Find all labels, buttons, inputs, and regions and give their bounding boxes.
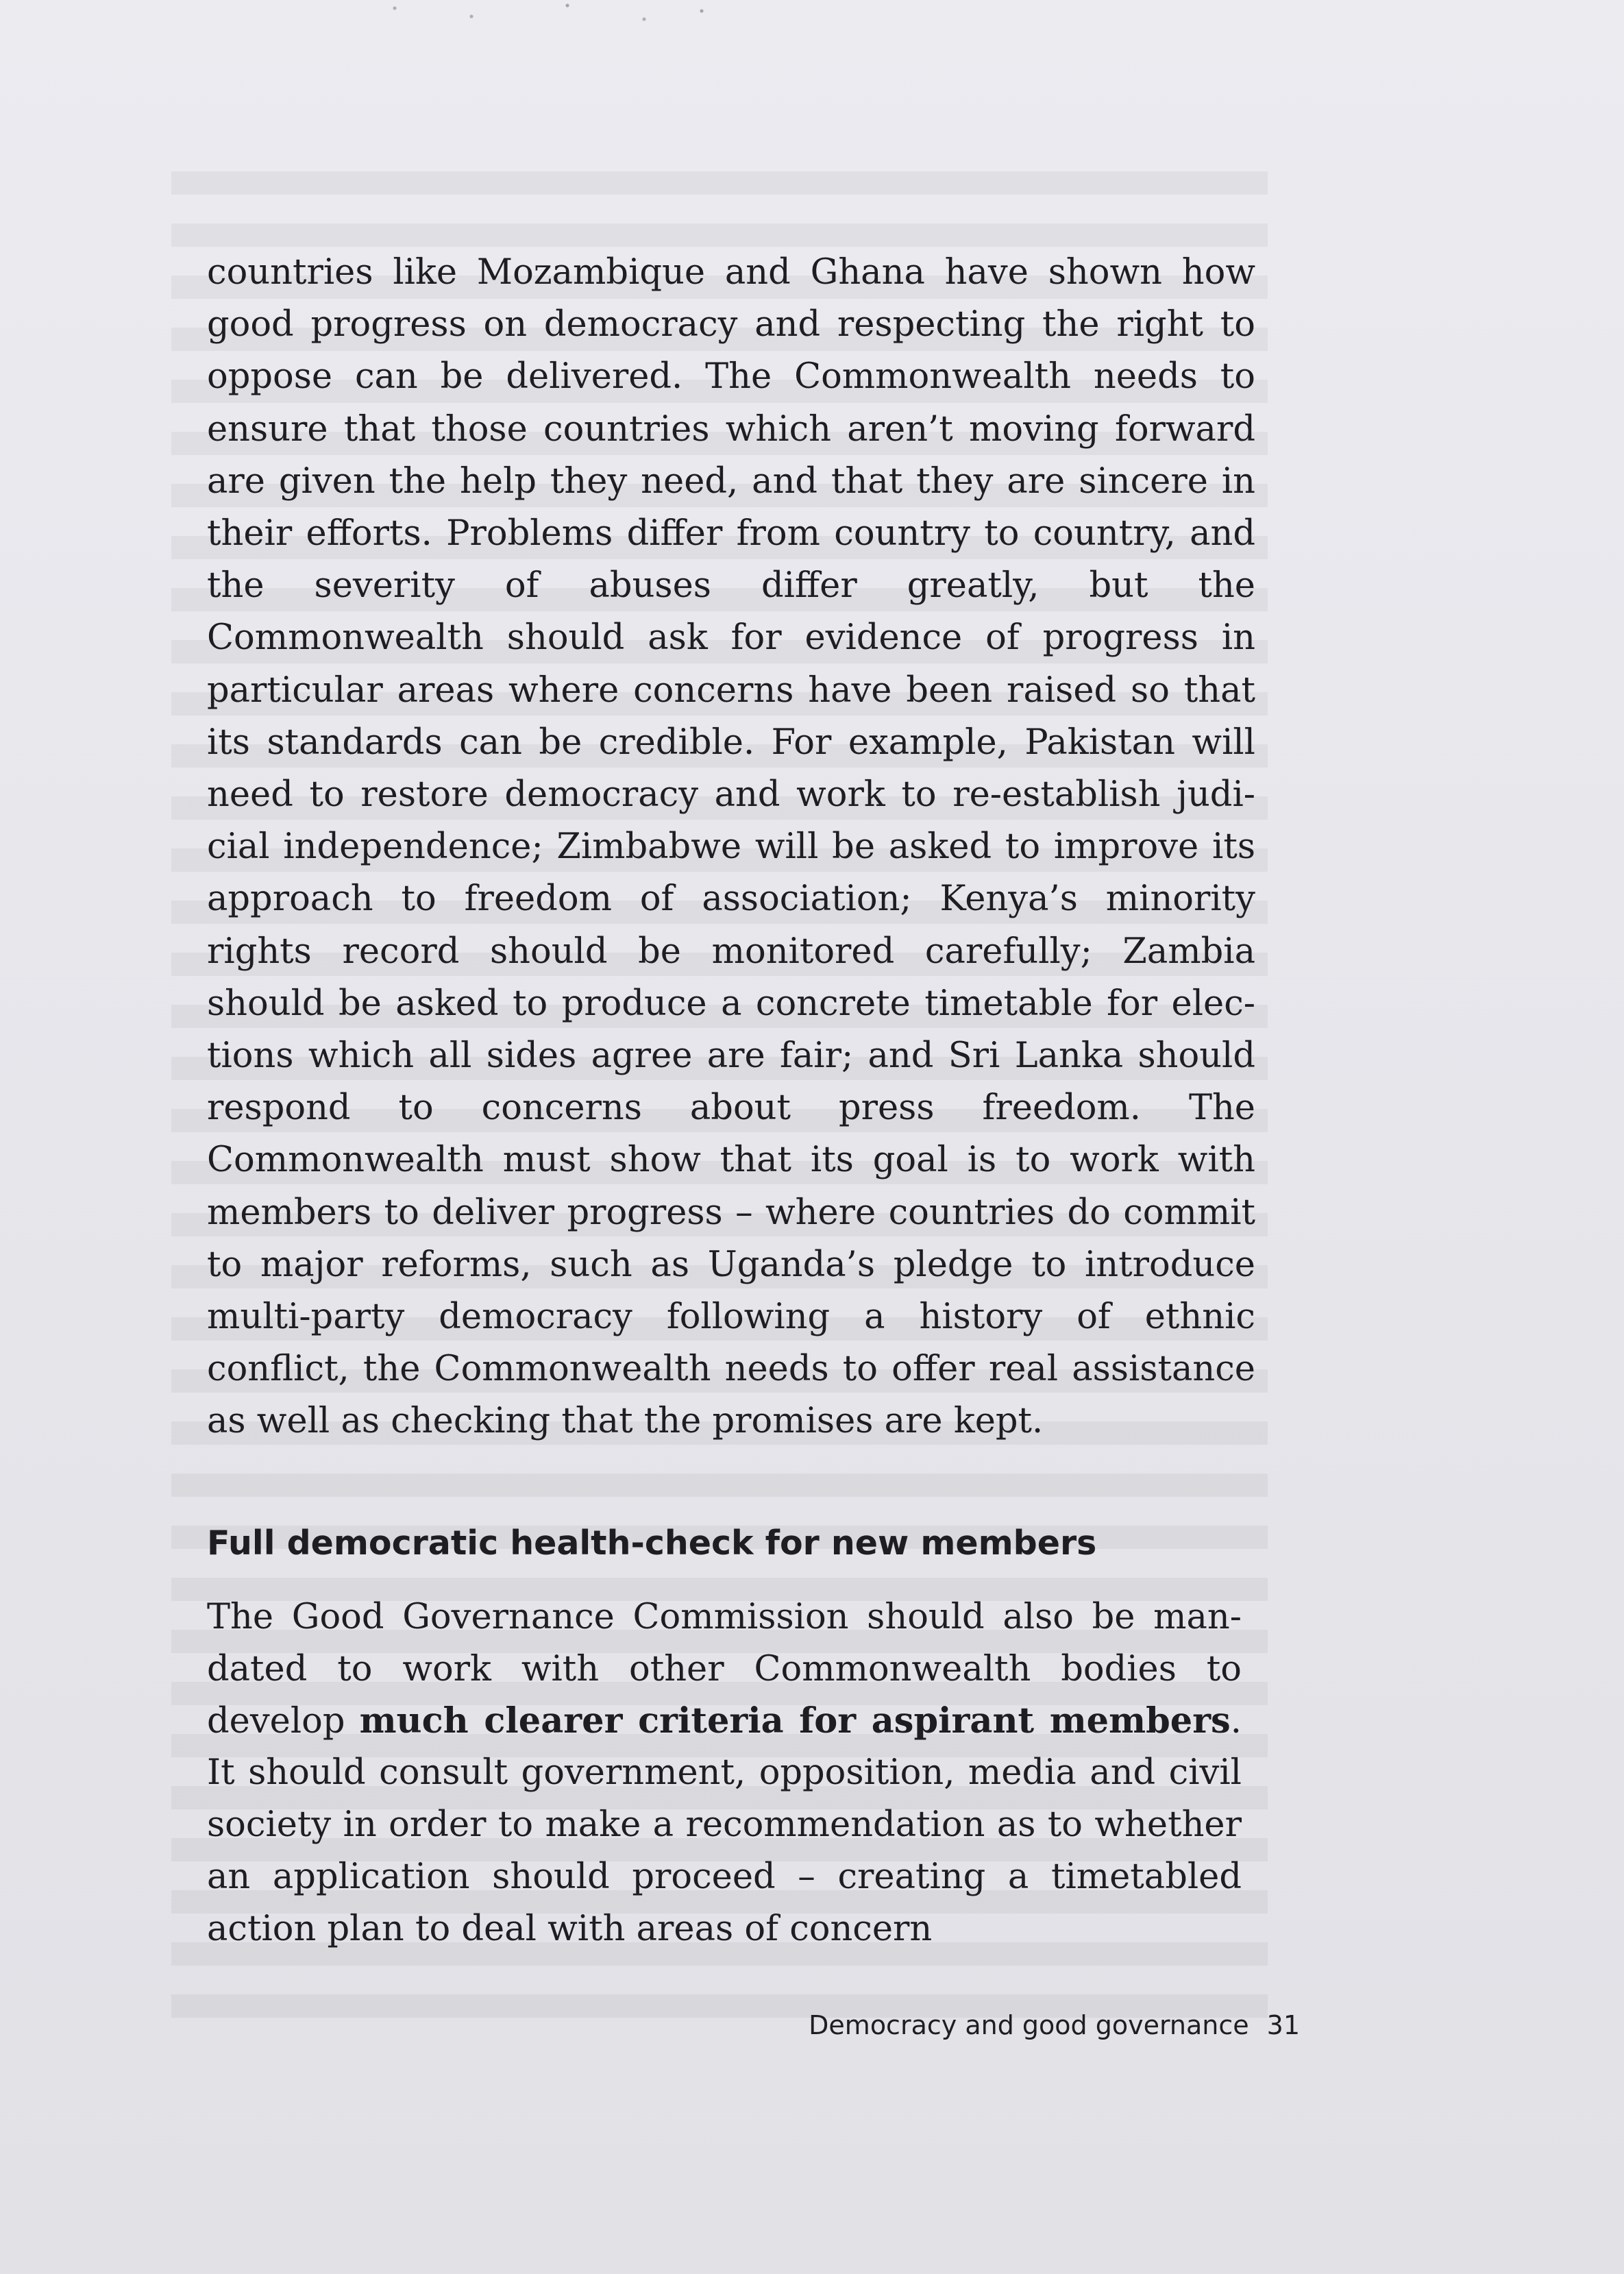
top-edge-speckle <box>356 0 740 27</box>
paragraph-2-emphasis: much clearer criteria for aspirant members <box>359 1700 1231 1741</box>
section-heading: Full democratic health-check for new members <box>207 1524 1097 1563</box>
page-number: 31 <box>1266 2010 1300 2040</box>
running-title: Democracy and good governance <box>809 2010 1249 2040</box>
body-paragraph-1: countries like Mozambique and Ghana have shown how good progress on democracy and respecting the right to oppose can be delivered. The Commonwealth needs to ensure that those countries which aren’t moving forward are given the help they need, and that they are sincere in their efforts. Problems differ from country to country, and the severity of abuses differ greatly, but the Commonwealth should ask for evidence of progress in particular areas where concerns have been raised so that its standards can be credible. For example, Pakistan will need to restore democracy and work to re-establish judicial independence; Zimbabwe will be asked to improve its approach to freedom of association; Kenya’s minority rights record should be monitored carefully; Zambia should be asked to produce a concrete timetable for elections which all sides agree are fair; and Sri Lanka should respond to concerns about press freedom. The Commonwealth must show that its goal is to work with members to deliver progress – where countries do commit to major reforms, such as Uganda’s pledge to introduce multi-party democracy following a history of ethnic conflict, the Commonwealth needs to offer real assistance as well as checking that the promises are kept. <box>207 252 1255 1442</box>
paragraph-2-start: The Good Governance Commission should also be mandated to work with other Commonwealth bodies to develop <box>207 1597 1242 1741</box>
body-paragraph-2 <box>207 1591 1242 1955</box>
page-footer <box>809 2008 1300 2042</box>
paragraph-2-end: . It should consult government, opposition, media and civil society in order to make a recommendation as to whether an application should proceed – creating a timetabled action plan to deal with areas of concern <box>207 1700 1242 1949</box>
